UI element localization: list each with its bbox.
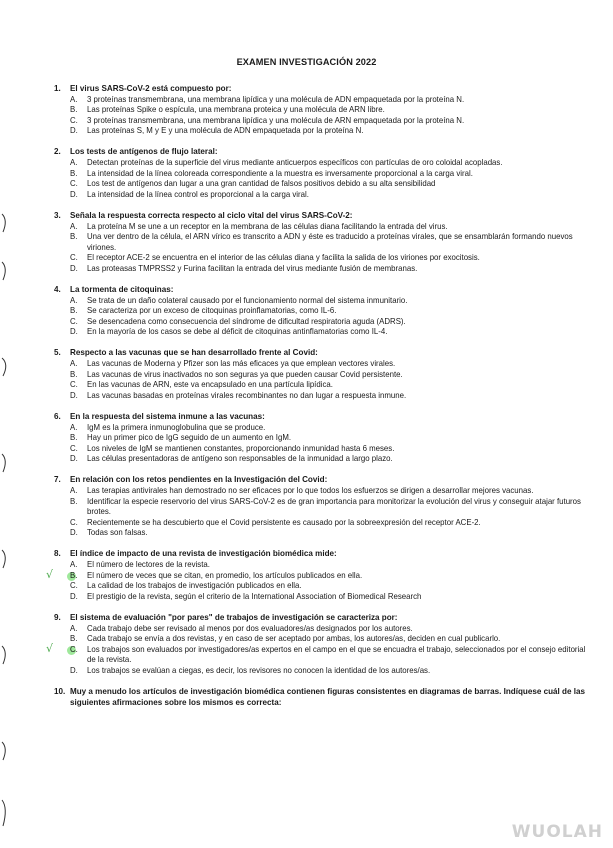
option-text: Los trabajos se evalúan a ciegas, es decir, los revisores no conocen la identidad de los autores/as. — [87, 665, 431, 675]
option-letter-text: A. — [70, 486, 78, 495]
option-letter-text: B. — [70, 105, 78, 115]
question-text: El sistema de evaluación "por pares" de trabajos de investigación se caracteriza por: — [70, 612, 398, 622]
checkmark-icon: √ — [46, 641, 54, 655]
option-letter — [70, 253, 87, 264]
question-text: Los tests de antígenos de flujo lateral: — [70, 147, 218, 157]
option-letter-text: C. — [70, 517, 78, 527]
question-5 — [54, 348, 589, 401]
watermark-logo: WUOLAH — [511, 822, 603, 842]
answer-option — [54, 444, 589, 455]
option-letter — [70, 518, 87, 529]
option-text: IgM es la primera inmunoglobulina que se produce. — [87, 422, 266, 432]
question-text: Muy a menudo los artículos de investigación biomédica contienen figuras consistentes en diagramas de barras. Indíquese cuál de las siguientes afirmaciones sobre los mismos es correcta: — [70, 687, 586, 707]
answer-option — [54, 306, 589, 317]
option-letter — [70, 497, 87, 518]
option-letter-text: D. — [70, 591, 78, 601]
option-text: Los trabajos son evaluados por investigadores/as expertos en el campo en el que se encuadra el trabajo, seleccionados por el consejo editorial de la revista. — [87, 644, 586, 665]
option-letter-text: D. — [70, 327, 78, 337]
answer-option — [54, 592, 589, 603]
answer-option — [54, 486, 589, 497]
question-stem — [54, 549, 589, 560]
question-number: 7. — [54, 475, 61, 485]
option-letter — [70, 296, 87, 307]
option-letter-text: D. — [70, 528, 78, 538]
option-text: Identificar la especie reservorio del virus SARS-CoV-2 es de gran importancia para monitorizar la evolución del virus y conseguir atajar futuros brotes. — [87, 496, 581, 517]
answer-option — [54, 433, 589, 444]
question-number: 8. — [54, 549, 61, 559]
option-letter-text: B. — [70, 232, 78, 242]
option-letter-text: C. — [70, 380, 78, 390]
option-letter — [70, 126, 87, 137]
option-letter-text: C. — [70, 115, 78, 125]
question-list — [46, 84, 589, 719]
answer-option — [54, 666, 589, 677]
answer-option — [54, 105, 589, 116]
option-letter-text: C. — [70, 581, 78, 591]
answer-option — [54, 624, 589, 635]
option-letter-text: C. — [70, 179, 78, 189]
option-letter-text: C. — [70, 253, 78, 263]
question-9 — [46, 612, 589, 677]
question-stem — [54, 84, 589, 95]
question-text: La tormenta de citoquinas: — [70, 285, 174, 294]
option-text: Las células presentadoras de antígeno son responsables de la inmunidad a largo plazo. — [87, 454, 393, 464]
option-letter — [70, 391, 87, 402]
answer-option — [54, 179, 589, 190]
answer-option — [54, 497, 589, 518]
option-letter-text: C. — [70, 644, 78, 654]
option-text: Recientemente se ha descubierto que el Covid persistente es causado por la sobreexpresión del receptor ACE-2. — [87, 517, 481, 527]
option-text: La intensidad de la línea coloreada correspondiente a la muestra es inversamente proporcional a la carga viral. — [87, 168, 473, 178]
option-letter-text: A. — [70, 560, 78, 570]
option-letter — [46, 567, 87, 582]
answer-option — [54, 359, 589, 370]
option-letter — [70, 95, 87, 106]
question-text: En relación con los retos pendientes en la Investigación del Covid: — [70, 475, 328, 485]
question-stem — [54, 412, 589, 423]
question-text: El índice de impacto de una revista de investigación biomédica mide: — [70, 549, 337, 559]
option-letter-text: B. — [70, 369, 78, 379]
option-letter-text: A. — [70, 623, 78, 633]
option-text: Se desencadena como consecuencia del síndrome de dificultad respiratoria aguda (ADRS). — [87, 316, 406, 326]
option-letter — [70, 359, 87, 370]
option-letter-text: A. — [70, 158, 78, 168]
option-letter-text: C. — [70, 316, 78, 326]
answer-option — [54, 454, 589, 465]
option-text: Las terapias antivirales han demostrado no ser eficaces por lo que todos los esfuerzos se dirigen a desarrollar mejores vacunas. — [87, 486, 534, 495]
question-number: 2. — [54, 147, 61, 157]
option-text: Las vacunas de virus inactivados no son seguras ya que pueden causar Covid persistente. — [87, 369, 403, 379]
option-letter-text: A. — [70, 94, 78, 104]
option-letter — [70, 232, 87, 253]
answer-option — [54, 370, 589, 381]
answer-option — [54, 222, 589, 233]
question-2 — [54, 147, 589, 200]
option-letter — [70, 624, 87, 635]
option-letter — [70, 317, 87, 328]
option-text: En las vacunas de ARN, este va encapsulado en una partícula lipídica. — [87, 380, 333, 390]
option-letter-text: D. — [70, 665, 78, 675]
option-text: 3 proteínas transmembrana, una membrana lipídica y una molécula de ARN empaquetada por la proteína N. — [87, 115, 465, 125]
option-letter-text: D. — [70, 390, 78, 400]
answer-option — [54, 232, 589, 253]
option-text: Se caracteriza por un exceso de citoquinas proinflamatorias, como IL-6. — [87, 306, 337, 316]
question-4 — [54, 285, 589, 338]
option-text: Las proteasas TMPRSS2 y Furina facilitan la entrada del virus mediante fusión de membranas. — [87, 263, 418, 273]
option-letter-text: B. — [70, 306, 78, 316]
question-number: 3. — [54, 210, 61, 220]
option-text: El prestigio de la revista, según el criterio de la International Association of Biomedical Research — [87, 591, 422, 601]
option-text: En la mayoría de los casos se debe al déficit de citoquinas antinflamatorias como IL-4. — [87, 327, 388, 337]
answer-option — [54, 380, 589, 391]
answer-option — [54, 190, 589, 201]
option-letter — [70, 105, 87, 116]
option-letter — [70, 423, 87, 434]
option-text: Se trata de un daño colateral causado por el funcionamiento normal del sistema inmunitario. — [87, 295, 408, 305]
question-text: El virus SARS-CoV-2 está compuesto por: — [70, 84, 232, 93]
option-letter-text: D. — [70, 263, 78, 273]
option-letter — [46, 641, 87, 666]
option-letter — [70, 581, 87, 592]
option-letter — [70, 264, 87, 275]
question-number: 6. — [54, 411, 61, 421]
answer-option — [54, 560, 589, 571]
answer-option — [54, 391, 589, 402]
exam-title: EXAMEN INVESTIGACIÓN 2022 — [236, 57, 377, 67]
question-stem — [54, 211, 589, 222]
option-letter-text: A. — [70, 221, 78, 231]
answer-option — [54, 423, 589, 434]
option-letter — [70, 222, 87, 233]
option-letter — [70, 380, 87, 391]
option-letter — [70, 560, 87, 571]
option-letter — [70, 327, 87, 338]
option-text: Las vacunas de Moderna y Pfizer son las más eficaces ya que emplean vectores virales. — [87, 359, 396, 369]
question-stem — [54, 147, 589, 158]
option-letter — [70, 433, 87, 444]
option-text: La intensidad de la línea control es proporcional a la carga viral. — [87, 189, 309, 199]
option-letter — [70, 634, 87, 645]
question-7 — [54, 475, 589, 539]
question-stem — [54, 475, 589, 486]
option-letter — [70, 370, 87, 381]
checkmark-icon: √ — [46, 567, 54, 581]
question-stem — [54, 687, 589, 708]
option-text: Todas son falsas. — [87, 528, 148, 538]
option-letter — [70, 306, 87, 317]
option-text: Los niveles de IgM se mantienen constantes, proporcionando inmunidad hasta 6 meses. — [87, 443, 395, 453]
option-letter-text: A. — [70, 359, 78, 369]
answer-option — [54, 296, 589, 307]
option-letter-text: A. — [70, 295, 78, 305]
option-letter-text: D. — [70, 189, 78, 199]
option-text: La calidad de los trabajos de investigación publicados en ella. — [87, 581, 302, 591]
question-stem — [54, 348, 589, 359]
option-letter — [70, 169, 87, 180]
answer-option — [54, 158, 589, 169]
option-text: Cada trabajo debe ser revisado al menos por dos evaluadores/as designados por los autores. — [87, 623, 413, 633]
answer-option — [46, 567, 589, 582]
answer-option — [54, 264, 589, 275]
option-text: Los test de antígenos dan lugar a una gran cantidad de falsos positivos debido a su alta sensibilidad — [87, 179, 436, 189]
option-letter-text: B. — [70, 168, 78, 178]
binder-marks — [0, 0, 14, 848]
option-text: Las proteínas Spike o espícula, una membrana proteica y una molécula de ARN libre. — [87, 105, 385, 115]
answer-option — [46, 641, 589, 666]
option-letter-text: B. — [70, 634, 78, 644]
question-3 — [54, 211, 589, 275]
option-text: Hay un primer pico de IgG seguido de un aumento en IgM. — [87, 433, 292, 443]
answer-option — [54, 116, 589, 127]
answer-option — [54, 253, 589, 264]
option-letter — [70, 666, 87, 677]
answer-option — [54, 528, 589, 539]
answer-option — [54, 126, 589, 137]
option-letter — [70, 190, 87, 201]
question-number: 4. — [54, 285, 61, 294]
option-letter — [70, 486, 87, 497]
question-10 — [54, 687, 589, 708]
option-text: Detectan proteínas de la superficie del virus mediante anticuerpos específicos con partículas de oro coloidal acopladas. — [87, 158, 503, 168]
option-letter — [70, 444, 87, 455]
question-text: En la respuesta del sistema inmune a las vacunas: — [70, 411, 265, 421]
option-letter-text: B. — [70, 496, 78, 506]
question-stem — [54, 613, 589, 624]
question-stem — [54, 285, 589, 296]
option-letter-text: D. — [70, 126, 78, 136]
option-text: El número de lectores de la revista. — [87, 560, 210, 570]
answer-option — [54, 95, 589, 106]
question-6 — [54, 412, 589, 465]
question-1 — [54, 84, 589, 137]
option-text: El número de veces que se citan, en promedio, los artículos publicados en ella. — [87, 570, 363, 580]
option-letter-text: D. — [70, 454, 78, 464]
question-number: 1. — [54, 84, 61, 93]
option-letter — [70, 592, 87, 603]
question-number: 5. — [54, 348, 61, 358]
answer-option — [54, 169, 589, 180]
answer-option — [54, 327, 589, 338]
option-letter — [70, 179, 87, 190]
option-text: Cada trabajo se envía a dos revistas, y en caso de ser aceptado por ambas, los autores/as, deciden en cual publicarlo. — [87, 634, 501, 644]
answer-option — [54, 317, 589, 328]
question-number: 9. — [54, 612, 61, 622]
option-letter-text: B. — [70, 570, 78, 580]
option-letter — [70, 528, 87, 539]
option-text: Las vacunas basadas en proteínas virales recombinantes no dan lugar a respuesta inmune. — [87, 390, 407, 400]
option-text: Una ver dentro de la célula, el ARN vírico es transcrito a ADN y éste es traducido a proteínas virales, que se ensamblarán formando nuevos viriones. — [87, 232, 573, 252]
option-letter-text: C. — [70, 443, 78, 453]
question-text: Respecto a las vacunas que se han desarrollado frente al Covid: — [70, 348, 318, 358]
option-letter — [70, 116, 87, 127]
answer-option — [54, 581, 589, 592]
answer-option — [54, 634, 589, 645]
option-text: 3 proteínas transmembrana, una membrana lipídica y una molécula de ADN empaquetada por la proteína N. — [87, 94, 465, 104]
option-text: El receptor ACE-2 se encuentra en el interior de las células diana y facilita la salida de los viriones por exocitosis. — [87, 253, 480, 263]
option-text: Las proteínas S, M y E y una molécula de ADN empaquetada por la proteína N. — [87, 126, 364, 136]
question-text: Señala la respuesta correcta respecto al ciclo vital del virus SARS-CoV-2: — [70, 210, 353, 220]
question-8 — [46, 549, 589, 602]
answer-option — [54, 518, 589, 529]
option-letter-text: B. — [70, 433, 78, 443]
option-letter — [70, 158, 87, 169]
option-text: La proteína M se une a un receptor en la membrana de las células diana facilitando la entrada del virus. — [87, 221, 448, 231]
question-number: 10. — [54, 687, 66, 696]
option-letter — [70, 454, 87, 465]
option-letter-text: A. — [70, 422, 78, 432]
